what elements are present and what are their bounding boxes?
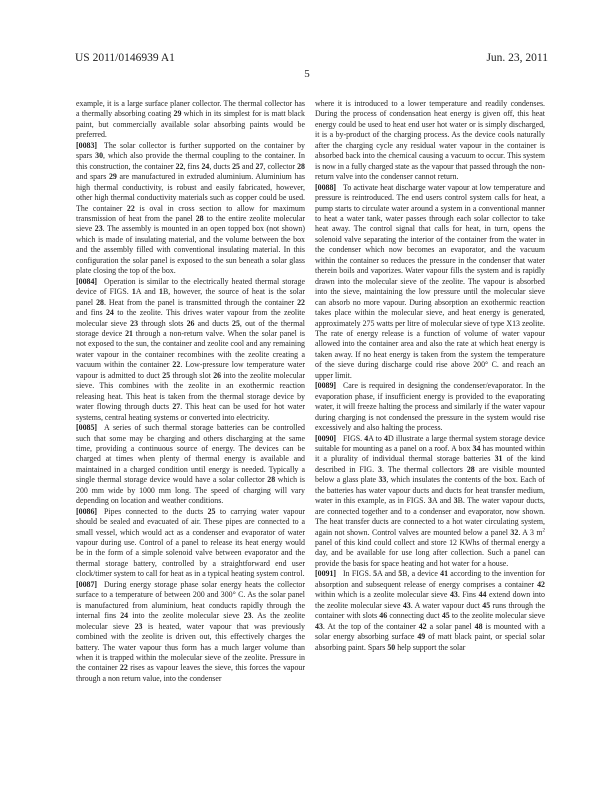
page-number: 5: [304, 68, 310, 80]
paragraph-number: [0088]: [315, 182, 337, 192]
paragraph-text: To activate heat discharge water vapour at low temperature and pressure is reintroduced. The end users control system calls for heat, a pump starts to circulate water around a system in a conventional manner to heat a water tank, water passes through each solar collector to take heat away. The control signal that calls for heat, in turn, opens the solenoid valve separating the interior of the container from the water in the condenser which now becomes an evaporator, and the vacuum within the container so reduces the pressure in the condenser that water therein boils and vaporizes. Water vapour fills the system and is rapidly drawn into the molecular sieve of the zeolite. The vapour is absorbed into the sieve, maintaining the low pressure until the molecular sieve can absorb no more vapour. During absorption an exothermic reaction takes place within the molecular sieve, and heat energy is generated, approximately 275 watts per litre of molecular sieve of type X13 zeolite. The rate of energy release is a function of volume of water vapour allowed into the container area and also the rate at which heat energy is taken away. If no heat energy is taken from the system the temperature of the sieve during discharge could rise above 200° C. and reach an upper limit.: [315, 182, 545, 380]
paragraph-number: [0087]: [76, 579, 98, 589]
paragraph: [315, 183, 545, 382]
paragraph-number: [0085]: [76, 423, 98, 433]
paragraph-number: [0090]: [315, 433, 337, 443]
paragraph-text: where it is introduced to a lower temperature and readily condenses. During the process of condensation heat energy is given off, this heat energy could be used to heat end user hot water or is simply discharged, it is a by-product of the charging process. As the device cools naturally after the charging cycle any residual water vapour in the container is absorbed back into the chemical causing a vacuum to occur. This system is now in a fully charged state as the vapour that passed through the non-return valve into the condenser cannot return.: [315, 99, 545, 182]
paragraph-number: [0086]: [76, 506, 98, 516]
paragraph-text: FIGS. 4A to 4D illustrate a large thermal system storage device suitable for mounting as a panel on a roof. A box 34 has mounted within it a plurality of individual thermal storage batteries 31 of the kind described in FIG. 3. The thermal collectors 28 are visible mounted below a glass plate 33, which insulates the contents of the box. Each of the batteries has water vapour ducts and ducts for heat transfer medium, water in this example, as in FIGS. 3A and 3B. The water vapour ducts, are connected together and to a condenser and evaporator, now shown. The heat transfer ducts are connected to a hot water circulating system, again not shown. Control valves are mounted below a panel 32. A 3 $m^2$ panel of this kind could collect and store 12 KWhs of thermal energy a day, and be available for use long after collection. Such a panel can provide the basis for space heating and hot water for a house.: [315, 433, 546, 568]
paragraph-text: The solar collector is further supported on the container by spars 30, which also provide the thermal coupling to the container. In this construction, the container 22, fins 24, ducts 25 and 27, collector 28 and spars 29 are manufactured in extruded aluminium. Aluminium has high thermal conductivity, is robust and easily fabricated, however, other high thermal conductivity materials such as copper could be used. The container 22 is oval in cross section to allow for maximum transmission of heat from the panel 28 to the entire zeolite molecular sieve 23. The assembly is mounted in an open topped box (not shown) which is made of insulating material, and the volume between the box and the assembly filled with conventional insulating material. In this configuration the solar panel is exposed to the sun beneath a solar glass plate closing the top of the box.: [76, 140, 306, 276]
paragraph-text: During energy storage phase solar energy heats the collector surface to a temperature of between 200 and 300° C. As the solar panel is manufactured from aluminium, heat conducts rapidly through the internal fins 24 into the zeolite molecular sieve 23. As the zeolite molecular sieve 23 is heated, water vapour that was previously combined with the zeolite is driven out, this effectively charges the battery. The water vapour thus form has a much larger volume than when it is trapped within the molecular sieve of the zeolite. Pressure in the container 22 rises as vapour leaves the sieve, this forces the vapour through a non return value, into the condenser: [76, 579, 305, 683]
right-text-column: [315, 99, 545, 653]
publication-date: Jun. 23, 2011: [486, 52, 548, 64]
publication-number: US 2011/0146939 A1: [75, 52, 175, 64]
paragraph-text: Operation is similar to the electrically heated thermal storage device of FIGS. 1A and 1B, however, the source of heat is the solar panel 28. Heat from the panel is transmitted through the container 22 and fins 24 to the zeolite. This drives water vapour from the zeolite molecular sieve 23 through slots 26 and ducts 25, out of the thermal storage device 21 through a non-return valve. When the solar panel is not exposed to the sun, the container and zeolite cool and any remaining water vapour in the container recombines with the zeolite creating a vacuum within the container 22. Low-pressure low temperature water vapour is admitted to duct 25 through slot 26 into the zeolite molecular sieve. This combines with the zeolite in an exothermic reaction releasing heat. This heat is taken from the thermal storage device by water flowing through ducts 27. This heat can be used for hot water systems, central heating systems or converted into electricity.: [76, 276, 305, 422]
paragraph: [315, 99, 545, 183]
paragraph: [76, 141, 305, 277]
paragraph-text: Care is required in designing the condenser/evaporator. In the evaporation phase, if insufficient energy is provided to the evaporating water, it will freeze halting the process and similarly if the water vapour during charging is not condensed the pressure in the system would rise excessively and also halting the process.: [315, 381, 545, 433]
paragraph: [315, 569, 545, 653]
paragraph: [76, 99, 305, 141]
paragraph-text: A series of such thermal storage batteries can be controlled such that some may be charging and others discharging at the same time, providing a continuous source of energy. The devices can be charged at times when plenty of thermal energy is available and maintained in a charged condition until energy is needed. Typically a single thermal storage device would have a solar collector 28 which is 200 mm wide by 1000 mm long. The speed of charging will vary depending on location and weather conditions.: [76, 423, 305, 506]
paragraph-text: example, it is a large surface planer collector. The thermal collector has a thermally absorbing coating 29 which in its simplest for is matt black paint, but commercially available solar absorbing paints would be preferred.: [76, 99, 305, 140]
paragraph-text: Pipes connected to the ducts 25 to carrying water vapour should be sealed and evacuated of air. These pipes are connected to a small vessel, which would act as a condenser and evaporator of water vapour during use. Control of a panel to release its heat energy would be in the form of a simple solenoid valve between evaporator and the thermal storage battery, controlled by a straightforward end user clock/timer system to call for heat as in a typical heating system control.: [76, 506, 305, 579]
paragraph: [315, 434, 545, 570]
paragraph: [76, 277, 305, 423]
paragraph: [315, 381, 545, 433]
paragraph-number: [0091]: [315, 569, 337, 579]
left-text-column: [76, 99, 305, 684]
paragraph: [76, 580, 305, 685]
paragraph: [76, 507, 305, 580]
paragraph: [76, 423, 305, 507]
paragraph-number: [0083]: [76, 140, 98, 150]
paragraph-number: [0089]: [315, 381, 337, 391]
paragraph-text: In FIGS. 5A and 5B, a device 41 according to the invention for absorption and subsequent release of energy comprises a container 42 within which is a zeolite molecular sieve 43. Fins 44 extend down into the zeolite molecular sieve 43. A water vapour duct 45 runs through the container with slots 46 connecting duct 45 to the zeolite molecular sieve 43. At the top of the container 42 a solar panel 48 is mounted with a solar energy absorbing surface 49 of matt black paint, or special solar absorbing paint. Spars 50 help support the solar: [315, 569, 546, 652]
paragraph-number: [0084]: [76, 276, 98, 286]
